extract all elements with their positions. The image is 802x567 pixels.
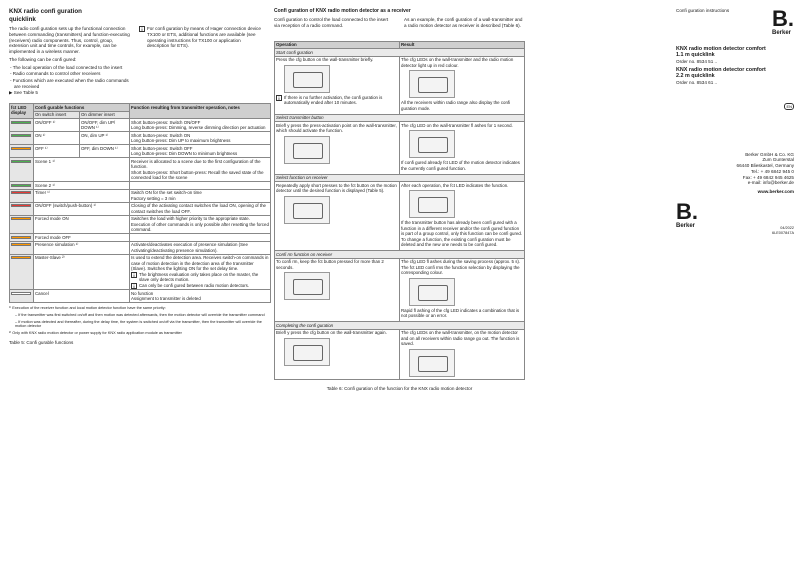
bullet-1: - The local operation of the load connected to the insert [10,64,123,70]
table-row [10,290,271,303]
table-row [10,241,271,254]
table-row [10,132,271,145]
switch-function: Scene 1 ¹⁾ [34,158,130,182]
product-1-name: KNX radio motion detector comfort [676,45,766,52]
bullet-3: - Functions which are executed when the radio commands are received [10,78,129,89]
right-column [676,8,794,236]
table-row [10,182,271,190]
dimmer-function: ON, dim UP ¹⁾ [80,132,130,145]
info-icon: i [276,95,282,101]
result-note: Rapid fl ashing of the cfg LED indicates a combination that is not possible or an error. [401,307,520,319]
function-result: Short button-press: Switch ON/OFF Long button-press: Dimming, reverse dimming direction per actuation [130,119,271,132]
device-illustration [284,196,330,224]
switch-function: Presence simulation ¹⁾ [34,241,130,254]
berker-logo-bottom: B. Berker [676,198,698,229]
function-result: Receiver is allocated to a scene due to the first configuration of the function. Short button-press: Short button-press: Recall the saved state of the connected load for the scene [130,158,271,182]
operation-text: Briefl y press the cfg button on the wall-transmitter again. [276,330,387,336]
led-indicator [10,254,34,290]
operation-cell [275,329,400,380]
led-indicator [10,145,34,158]
product-2-variant: 2.2 m quicklink [676,73,715,80]
section-label: Select transmitter button [275,114,525,122]
info-icon: i [139,26,145,32]
function-result [130,182,271,190]
section-label: Completing the confi guration [275,322,525,330]
see-table-link[interactable]: ▶ See Table 5 [9,90,38,96]
config-table [9,103,271,303]
section-label: Start confi guration [275,49,525,57]
led-indicator [10,119,34,132]
step-row [275,56,525,114]
device-illustration [284,65,330,93]
mid-intro-left: Confi guration to control the load connected to the insert via reception of a radio command. [274,17,389,28]
col-header-switch: On switch insert [34,111,80,119]
function-result: Switches the load with higher priority to the appropriate state. Execution of other commands is only possible after resetting the forced command. [131,216,269,233]
section-row [275,114,525,122]
function-result: Activates/deactivates execution of presence simulation (See Activating/deactivating presence simulation). [130,241,271,254]
device-illustration [284,272,330,300]
header-label: Confi guration instructions [676,8,730,13]
doc-date: 04/2022 [780,226,794,231]
operation-text: To confi rm, keep the fct button pressed for more than 2 seconds. [276,259,384,270]
led-indicator [10,234,34,242]
device-illustration [409,349,455,377]
result-note: All the receivers within radio range also display the confi guration mode. [401,100,511,111]
dimmer-function: OFF, dim DOWN ¹⁾ [80,145,130,158]
result-text: The cfg LEDs on the wall-transmitter and the radio motion detector light up in red colour. [401,57,514,68]
table-row [10,215,271,234]
result-text: The cfg LEDs on the wall-transmitter, on the motion detector and on all receivers within radio range go out. The function is saved. [401,330,520,347]
operation-cell [275,258,400,322]
result-text: The cfg LED on the wall-transmitter fl ashes for 1 second. [401,122,513,128]
col-header-result: Result [400,41,525,49]
device-illustration [409,278,455,306]
device-illustration [409,70,455,98]
doc-subtitle: quicklink [9,16,36,24]
switch-function: ON ¹⁾ [34,132,80,145]
section-label: Confi rm function on receiver [275,251,525,259]
led-indicator [10,215,34,234]
table-row [10,189,271,202]
doc-title: KNX radio confi guration [9,8,82,15]
switch-function: Scene 2 ¹⁾ [34,182,130,190]
ms-note-1: i The brightness evaluation only takes place on the master, the slave only detects motion. [131,272,269,283]
function-result: Short button-press: Switch OFF Long button-press: Dim DOWN to minimum brightness [130,145,271,158]
product-1-variant: 1.1 m quicklink [676,52,715,59]
middle-column [274,8,525,394]
intro-text: The radio confi guration sets up the functional connection between commanding (transmitters) and function-executing (receivers) radio components. Thus, control, group, extension unit and time controls, for example, can be implemented in a wireless manner. [9,26,130,55]
step-row [275,258,525,322]
table5-caption: Table 5: Confi gurable functions [9,339,74,345]
info-icon: i [131,283,137,289]
info-note: i For confi guration by means of Hager connection device TX100 or ETS, additional functions are available (see operating instructions for TX100 or application description for ETS). [139,26,264,98]
bullet-2: - Radio commands to control other receivers [10,71,101,77]
table-row [10,158,271,182]
operation-cell [275,122,400,175]
switch-function: Forced mode ON [34,215,130,234]
ms-note-2: i Can only be confi gured between radio motion detectors. [131,283,269,289]
col-header-result: Function resulting from transmitter operation, notes [130,104,271,119]
col-header-dimmer: On dimmer insert [80,111,130,119]
website-link[interactable]: www.berker.com [757,189,794,195]
result-text: The cfg LED fl ashes during the saving process (approx. 5 s). The fct LED confi rms the function selection by displaying the corresponding colour. [401,259,521,276]
switch-function: ON/OFF ¹⁾ [34,119,80,132]
switch-function: OFF ¹⁾ [34,145,80,158]
device-illustration [409,130,455,158]
col-header-operation: Operation [275,41,400,49]
berker-logo: B. Berker [772,6,794,36]
switch-function: Master-Slave ²⁾ [34,254,130,290]
operation-text: Repeatedly apply short presses to the fct button on the motion detector until the desired function is displayed (Table 5). [276,182,397,194]
language-badge: EN [786,103,792,109]
table-row [10,234,271,242]
function-result: Short button-press: Switch ON Long button-press: Dim UP to maximum brightness [130,132,271,145]
function-result: Closing of the activating contact switches the load ON, opening of the contact switches the load OFF. [130,202,271,215]
step-row [275,122,525,175]
device-illustration [284,338,330,366]
table-row [10,145,271,158]
operation-text: Press the cfg button on the wall-transmitter briefly. [276,57,374,63]
device-illustration [409,190,455,218]
operation-cell: Press the cfg button on the wall-transmitter briefly. i If there is no further activation, the confi guration is automatically ended after 10 minutes. [275,56,400,114]
device-illustration [284,136,330,164]
function-result: Is used to extend the detection area. Receives switch-on commands in case of motion detection in the detection area of the transmitter (Slave). Switches the lighting ON for the set delay time. i The brightness evaluation only takes place on the master, the slave only detects motion. i Can only be confi gured between radio motion detectors. [130,254,271,290]
section-title: Confi guration of KNX radio motion detector as a receiver [274,8,411,14]
table6-caption: Table 6: Confi guration of the function for the KNX radio motion detector [326,386,473,392]
result-cell [400,56,525,114]
table-row [10,119,271,132]
result-note: If the transmitter button has already been confi gured with a function in a different receiver and/or the confi gured function is part of a group control, only this function can be confi gured. To change a function, the existing confi guration must be deleted and the new one needs to be confi gured. [401,220,523,248]
footnote: – If the transmitter was first switched on/off and then motion was detected afterwards, then the motion detector will override the transmitter command [15,312,265,317]
switch-function: ON/OFF (switch/push-button) ¹⁾ [34,202,130,215]
operation-cell [275,182,400,251]
doc-code: 6LE007847A [772,231,794,236]
footnote: – If motion was detected and thereafter, during the delay time, the system is switched on/off via the transmitter, then the transmitter will override the motion detector [15,319,262,329]
led-indicator [10,132,34,145]
product-2-name: KNX radio motion detector comfort [676,66,766,73]
led-indicator [10,182,34,190]
led-indicator [10,158,34,182]
result-text: After each operation, the fct LED indicates the function. [401,182,509,188]
table-row [10,202,271,215]
function-result: No function Assignment to transmitter is deleted [130,290,271,303]
info-icon: i [131,272,137,278]
following-text: The following can be confi gured: [9,56,77,62]
left-column [9,8,271,348]
operation-text: Briefl y press the press-activation point on the wall-transmitter, which should activate the function. [276,122,397,134]
table-row [10,254,271,290]
product-2-order: Order no. 8534 61 .. [676,80,718,86]
led-indicator [10,202,34,215]
switch-function: Cancel [34,290,130,303]
section-row [275,174,525,182]
result-cell [400,182,525,251]
footnote: ¹⁾ Execution of the receiver function and local motion detector function have the same priority: [9,306,166,311]
result-cell [400,329,525,380]
address-block: Berker GmbH & Co. KG Zum Gunterstal 66440 Blieskastel, Germany Tel.: + 49 6842 945 0 Fax: + 49 6842 945 4625 e-mail: info@berker.de www.berker.com [676,152,794,195]
switch-function: Forced mode OFF [34,234,130,242]
col-header-functions: Confi gurable functions [34,104,130,112]
step-row [275,329,525,380]
mid-intro-right: As an example, the confi guration of a wall-transmitter and a radio motion detector as receiver is described (Table 6). [404,17,523,28]
result-cell [400,122,525,175]
section-row [275,251,525,259]
procedure-table [274,41,525,381]
led-indicator [10,189,34,202]
dimmer-function: ON/OFF, dim UP/ DOWN ¹⁾ [80,119,130,132]
led-indicator [10,290,34,303]
led-indicator [10,241,34,254]
footnote: ²⁾ Only with KNX radio motion detector or power supply for KNX radio application module as transmitter [9,331,182,336]
section-label: Select function on receiver [275,174,525,182]
function-result: Switch ON for the set switch-on time Factory setting = 3 min [130,189,271,202]
section-row [275,49,525,57]
result-cell [400,258,525,322]
function-result [130,234,271,242]
col-header-led: fct LED display [10,104,34,119]
product-1-order: Order no. 8534 51 .. [676,59,718,64]
switch-function: Timer ¹⁾ [34,189,130,202]
step-row [275,182,525,251]
result-note: If confi gured already fct LED of the motion detector indicates the currently confi gured function. [401,160,520,171]
section-row [275,322,525,330]
